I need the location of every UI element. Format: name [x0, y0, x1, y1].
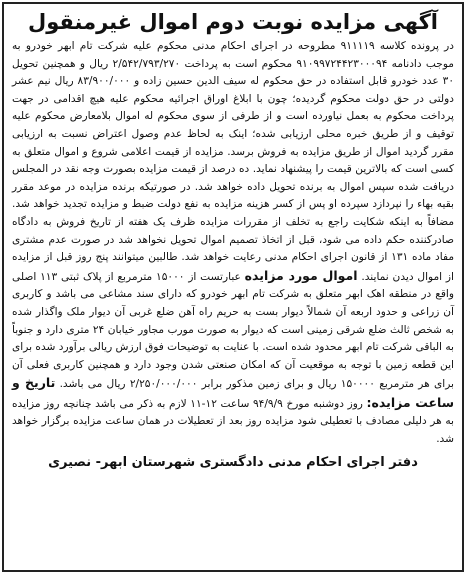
property-heading: اموال مورد مزایده [244, 267, 358, 283]
datetime-description: روز دوشنبه مورخ ۹۴/۹/۹ ساعت ۱۲-۱۱ لازم به ذکر می باشد چنانچه روز مزایده به هر دلیلی مصادف با تعطیلی شود مزایده روز بعد از تعطیلات در همان ساعت مزایده برگزار خواهد شد. [12, 397, 454, 446]
notice-signature: دفتر اجرای احکام مدنی دادگستری شهرستان ابهر- نصیری [48, 454, 418, 470]
datetime-heading: تاریخ و ساعت مزایده: [12, 375, 454, 410]
notice-paragraph-main: در پرونده کلاسه ۹۱۱۱۱۹ مطروحه در اجرای احکام مدنی محکوم علیه شرکت تام ابهر خودرو به موجب دادنامه ۹۱۰۹۹۷۲۴۴۲۳۰۰۰۹۴ محکوم است به پرداخت ۲/۵۴۲/۷۹۳/۲۷۰ ریال و همچنین تحویل ۳۰ عدد خودرو قابل استفاده در حق محکوم له سیف الدین حسین زاده و ۸۳/۹۰۰/۰۰۰ ریال نیم عشر دولتی در حق دولت محکوم گردیده؛ چون با ابلاغ اوراق اجرائیه محکوم علیه هیچ اقدامی در جهت پرداخت محکوم به بعمل نیاورده است و از طرفی از سوی محکوم له اموال بلامعارض محکوم علیه توقیف و از طریق خبره محلی ارزیابی شده؛ اینک به لحاظ عدم وصول اعتراض نسبت به ارزیابی مقرر گردید اموال از طریق مزایده به فروش برسد. مزایده از قیمت اعلامی شروع و اموال متعلق به کسی است که بالاترین قیمت را پیشنهاد نماید. ده درصد از قیمت مزایده بصورت وجه نقد در المجلس دریافت شده سپس اموال به برنده تحویل داده خواهد شد. در صورتیکه برنده مزایده در موعد مقرر بقیه بهاء را نپردازد سپرده او پس از کسر هزینه مزایده به نفع دولت ضبط و مزایده تجدید خواهد شد. مضافاً به اینکه شکایت راجع به تخلف از مقررات مزایده ظرف یک هفته از تاریخ فروش به دادگاه صادرکننده حکم داده می شود، قبل از اتخاذ تصمیم اموال تحویل نخواهد شد در صورت عدم مشتری مفاد ماده ۱۳۱ از قانون اجرای احکام مدنی رعایت خواهد شد. طالبین میتوانند پنج روز قبل از مزایده از اموال دیدن نمایند. [12, 40, 455, 283]
notice-title: آگهی مزایده نوبت دوم اموال غیرمنقول [28, 10, 438, 34]
auction-notice [2, 2, 464, 572]
property-description: عبارتست از ۱۵۰۰۰ مترمربع از پلاک ثبتی ۱۱۳ اصلی واقع در منطقه اهک ابهر متعلق به شرکت تام ابهر خودرو که دارای سند مشاعی می باشد و کاربری آن زراعی و حدود اربعه آن شمالاً دیوار بست به حریم راه آهن ضلع غربی آن دیوار ملک واگذار شده به شخص ثالث ضلع شرقی زمینی است که دیوار به صورت مورب مجاور خیابان ۲۴ متری دارد و جنوباً به الباقی شرکت تام ابهر محدود شده است. با عنایت به توضیحات فوق ارزش ریالی برآورد شده برای این قطعه زمین با توجه به موقعیت آن که امکان صنعتی شدن وجود دارد و همچنین کاربری فعلی آن برای هر مترمربع ۱۵۰۰۰۰ ریال و برای زمین مذکور برابر ۲/۲۵۰/۰۰۰/۰۰۰ ریال می باشد. [12, 270, 454, 391]
notice-body [12, 38, 454, 449]
